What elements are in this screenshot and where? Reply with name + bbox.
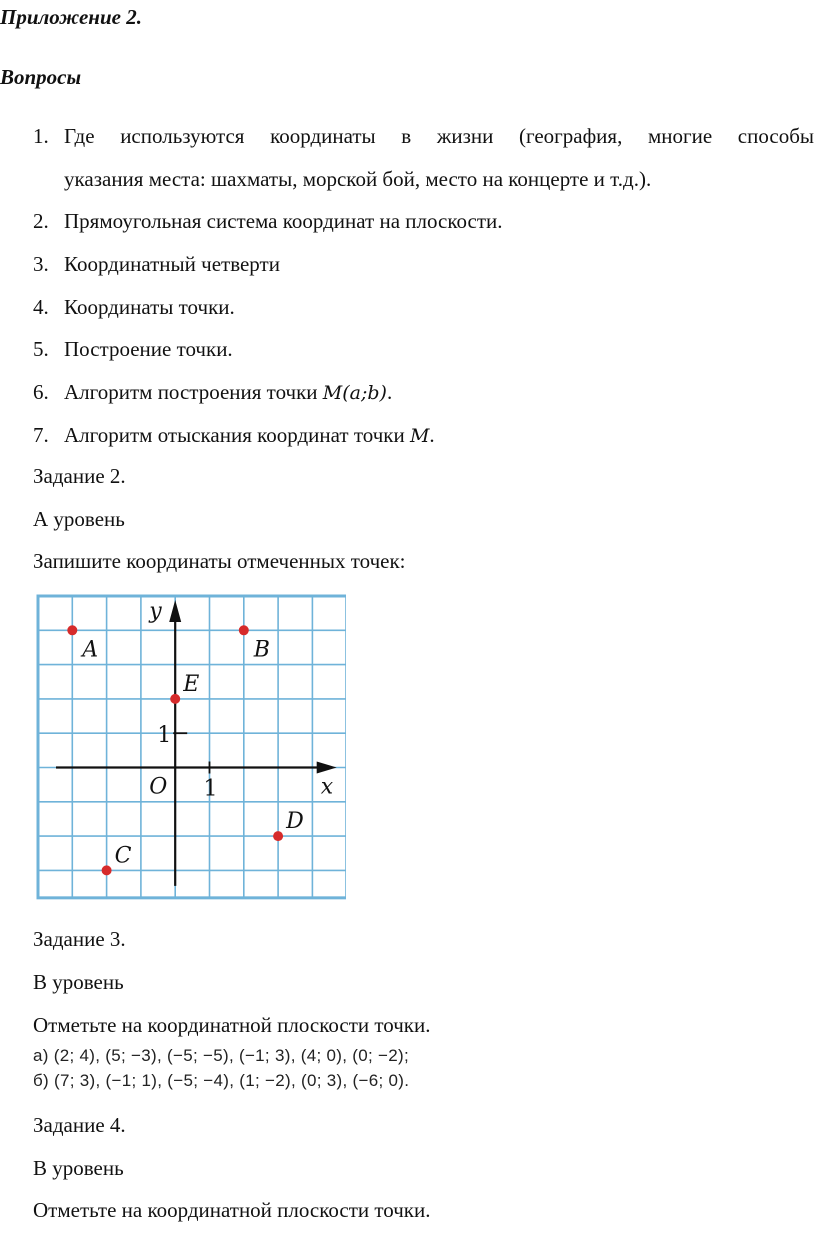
questions-title: Вопросы bbox=[0, 65, 82, 89]
question-text: Построение точки. bbox=[64, 337, 233, 361]
question-number: 1. bbox=[33, 124, 49, 148]
task2-level: А уровень bbox=[33, 507, 125, 531]
task3-level: В уровень bbox=[33, 970, 124, 994]
question-text bbox=[64, 379, 392, 406]
y-axis-label: y bbox=[149, 599, 162, 624]
task2-title: Задание 2. bbox=[33, 464, 126, 488]
question-text-main: Алгоритм построения точки bbox=[64, 380, 323, 404]
math-expression: M(a;b) bbox=[322, 382, 387, 404]
coordinate-plane-figure bbox=[34, 592, 346, 900]
math-expression: M bbox=[409, 425, 430, 447]
point-label-e: E bbox=[183, 671, 200, 697]
question-text-tail: . bbox=[429, 423, 435, 447]
question-text bbox=[64, 422, 435, 449]
point-a bbox=[67, 625, 77, 635]
question-text: Координатный четверти bbox=[64, 252, 280, 276]
point-d bbox=[273, 831, 283, 841]
point-label-c: C bbox=[114, 843, 132, 869]
task3-points-a: а) (2; 4), (5; −3), (−5; −5), (−1; 3), (4; 0), (0; −2); bbox=[33, 1046, 409, 1065]
question-number: 2. bbox=[33, 209, 49, 233]
point-b bbox=[239, 625, 249, 635]
question-text-tail: . bbox=[386, 380, 393, 404]
appendix-title: Приложение 2. bbox=[0, 5, 142, 29]
task4-title: Задание 4. bbox=[33, 1113, 126, 1137]
question-text-line2: указания места: шахматы, морской бой, место на концерте и т.д.). bbox=[64, 167, 652, 191]
point-e bbox=[170, 694, 180, 704]
y-axis-arrow bbox=[169, 600, 181, 622]
task3-title: Задание 3. bbox=[33, 927, 126, 951]
question-number: 7. bbox=[33, 423, 49, 447]
x-axis-label: x bbox=[320, 774, 334, 800]
question-text: Координаты точки. bbox=[64, 295, 235, 319]
x-unit-label: 1 bbox=[203, 776, 218, 802]
question-number: 3. bbox=[33, 252, 49, 276]
origin-label: O bbox=[149, 774, 168, 800]
task2-instruction: Запишите координаты отмеченных точек: bbox=[33, 549, 406, 573]
point-c bbox=[102, 865, 112, 875]
task4-level: В уровень bbox=[33, 1156, 124, 1180]
point-label-d: D bbox=[286, 809, 304, 835]
question-number: 6. bbox=[33, 380, 49, 404]
question-text: Прямоугольная система координат на плоскости. bbox=[64, 209, 503, 233]
point-label-b: B bbox=[253, 637, 270, 663]
point-label-a: A bbox=[82, 637, 99, 663]
question-number: 4. bbox=[33, 295, 49, 319]
x-axis-arrow bbox=[317, 762, 337, 774]
task3-points-b: б) (7; 3), (−1; 1), (−5; −4), (1; −2), (0; 3), (−6; 0). bbox=[33, 1071, 410, 1090]
question-text-line1: Где используются координаты в жизни (география, многие способы bbox=[64, 124, 814, 148]
question-text-main: Алгоритм отыскания координат точки bbox=[64, 423, 410, 447]
task3-instruction: Отметьте на координатной плоскости точки. bbox=[33, 1013, 431, 1037]
marked-points bbox=[67, 625, 304, 875]
question-number: 5. bbox=[33, 337, 49, 361]
task4-instruction: Отметьте на координатной плоскости точки. bbox=[33, 1198, 431, 1222]
y-unit-label: 1 bbox=[157, 723, 172, 749]
